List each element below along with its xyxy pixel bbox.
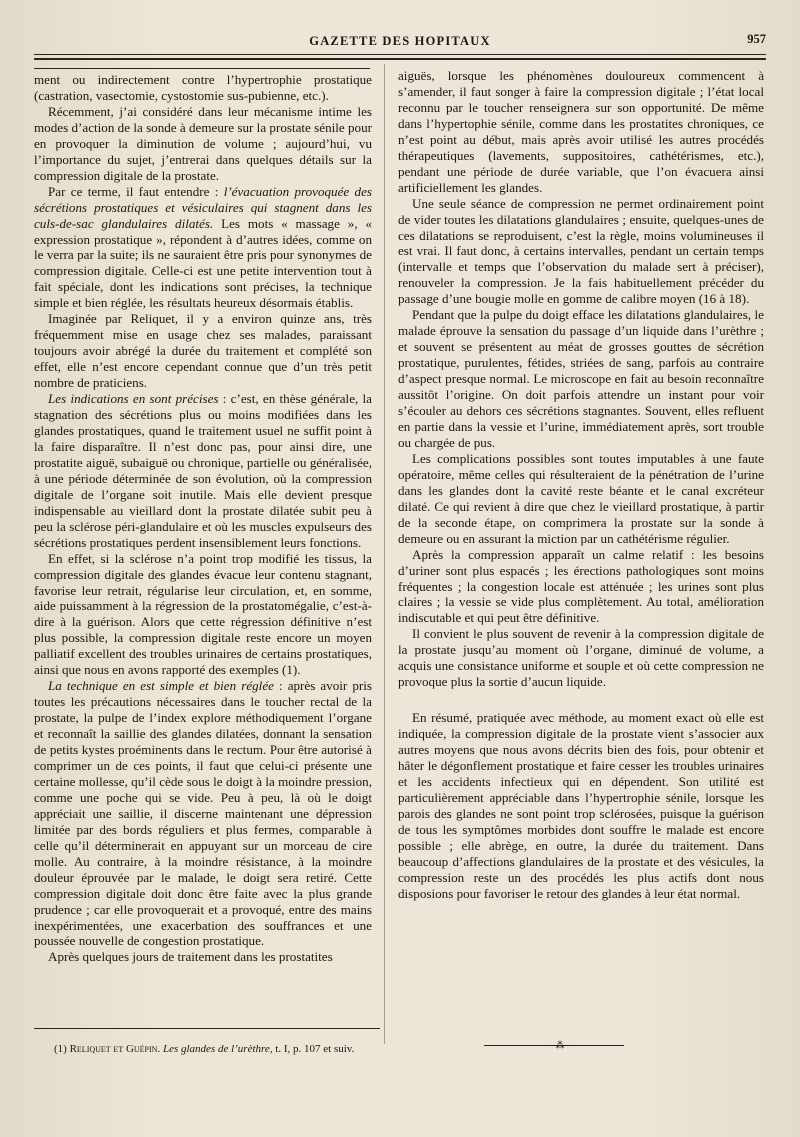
paragraph: Imaginée par Reliquet, il y a environ quinze ans, très fréquemment mise en usage chez ses malades, paraissant toujours avoir abrégé la durée du traitement et complété son effet, elle n’est encore cependant connue que d’un très petit nombre de praticiens. xyxy=(34,311,372,391)
page-number: 957 xyxy=(747,32,766,46)
column-start-rule xyxy=(34,68,370,69)
paragraph xyxy=(34,184,372,312)
paragraph: Pendant que la pulpe du doigt efface les dilatations glandulaires, le malade éprouve la sensation du passage d’un liquide dans l’urèthre ; et souvent se présentent au méat de grosses gouttes de sécrétion prostatique, purulentes, fétides, striées de sang, parfois au contraire d’aspect presque normal. Le microscope en fait au besoin reconnaître aussitôt l’origine. On doit parfois attendre un instant pour voir s’écouler au dehors ces sécrétions stagnantes. Souvent, elles refluent en partie dans la vessie et l’urine, immédiatement après, sort trouble ou chargée de pus. xyxy=(398,307,764,450)
right-column xyxy=(398,68,764,902)
paragraph: aiguës, lorsque les phénomènes douloureux commencent à s’amender, il faut songer à faire la compression digitale ; l’état local reconnu par le toucher renseignera sur son opportunité. De même dans l’hypertophie sénile, comme dans les prostatites chroniques, ce n’est point au début, mais après avoir utilisé les autres procédés thérapeutiques (lavements, suppositoires, cathétérismes, etc.), pendant une période de durée variable, que l’on évacuera ainsi artificiellement les glandes. xyxy=(398,68,764,195)
text-run: Les mots « massage », « expression prostatique », répondent à d’autres idées, comme on le verra par la suite; ils ne sauraient être pris pour synonymes de compression digitale. Celle-ci est une petite intervention tout à fait spéciale, dont les indications sont précises, la technique simple et bien réglée, les résultats heureux désormais établis. xyxy=(34,215,372,311)
section-gap xyxy=(398,690,764,710)
left-column xyxy=(34,72,372,965)
footnote-authors: Reliquet et Guépin. xyxy=(69,1043,161,1055)
paragraph: Récemment, j’ai considéré dans leur mécanisme intime les modes d’action de la sonde à demeure sur la prostate sénile pour en provoquer la diminution de volume ; aujourd’hui, vu l’importance du sujet, j’entrerai dans quelques détails sur la compression digitale de la prostate. xyxy=(34,103,372,183)
paragraph xyxy=(34,678,372,949)
paragraph: ment ou indirectement contre l’hypertrophie prostatique (castration, vasectomie, cystostomie sus-pubienne, etc.). xyxy=(34,72,372,103)
paragraph: Après quelques jours de traitement dans les prostatites xyxy=(48,949,333,965)
footnote-title: Les glandes de l’urèthre, xyxy=(160,1043,273,1055)
paragraph: En résumé, pratiquée avec méthode, au moment exact où elle est indiquée, la compression digitale de la prostate vient s’associer aux autres moyens que nous avons décrits bien des fois, pour obtenir et hâter le dégonflement prostatique et faire cesser les troubles urinaires et les accidents infectieux qui en dépendent. Son utilité est particulièrement appréciable dans l’hypertrophie sénile, lorsque les parois des glandes ne sont point trop sclérosées, puisque la guérison de tous les symptômes morbides dont souffre le malade est encore possible ; elle abrège, en outre, la durée du traitement. Dans beaucoup d’affections glandulaires de la prostate et des vésicules, la compression reste un des procédés les plus actifs dont nous disposions pour favoriser le retour des glandes à leur état normal. xyxy=(398,710,764,901)
header-rule-thick xyxy=(34,58,766,60)
paragraph: En effet, si la sclérose n’a point trop modifié les tissus, la compression digitale des glandes évacue leur contenu stagnant, favorise leur retrait, régularise leur circulation, et, en somme, aide puissamment à la régression de la prostatomégalie, c’est-à-dire à la guérison. Alors que cette régression définitive n’est plus possible, la compression digitale reste encore un moyen palliatif excellent des troubles urinaires de certains prostatiques, ainsi que nous en avons rapporté des exemples (1). xyxy=(34,550,372,678)
end-ornament: —⁂— xyxy=(546,1040,574,1050)
paragraph: Une seule séance de compression ne permet ordinairement point de vider toutes les dilatations glandulaires ; ensuite, quelques-unes de ces dilatations se reproduisent, c’est la règle, moins volumineuses il est vrai. Il faut donc, à certains intervalles, pendant un certain temps (intervalle et temps que l’observation du malade sert à préciser), renouveler la compression. Je la fais habituellement précéder du passage d’une bougie molle en gomme de calibre moyen (16 à 18). xyxy=(398,195,764,307)
page-header-title: GAZETTE DES HOPITAUX xyxy=(309,34,491,48)
footnote-number: (1) xyxy=(54,1043,70,1055)
header-rule-thin xyxy=(34,54,766,55)
paragraph: Il convient le plus souvent de revenir à la compression digitale de la prostate jusqu’au moment où l’organe, diminué de volume, a acquis une consistance uniforme et souple et où cette compression ne provoque plus la sortie d’aucun liquide. xyxy=(398,626,764,690)
paragraph: Les complications possibles sont toutes imputables à une faute opératoire, même celles qui résulteraient de la pénétration de l’urine dans les glandes dont la cavité reste béante et le canal excréteur dilaté. Ce qui revient à dire que chez le vieillard prostatique, à partir de la seconde étape, on comprimera la prostate sur la sonde à demeure ou en assurant la miction par un cathétérisme régulier. xyxy=(398,450,764,546)
footnote-rule xyxy=(34,1028,380,1029)
text-run: : après avoir pris toutes les précautions nécessaires dans le toucher rectal de la prostate, la pulpe de l’index explore méthodiquement l’organe et reconnaît la saillie des glandes dilatées, donnant la sensation de petits kystes proéminents dans le rectum. Pour être autorisé à comprimer un de ces points, il faut que celui-ci présente une certaine mollesse, qu’il cède sous le doigt à la moindre pression, comme une poche qui se vide. Peu à peu, là où le doigt appréciait une saillie, il discerne maintenant une dépression limitée par des bords réguliers et plus fermes, comparable à celle qu’il déterminerait en appuyant sur un morceau de cire molle. Au contraire, à la moindre résistance, à la moindre douleur éprouvée par le malade, le doigt sera retiré. Cette compression digitale doit donc être faite avec la plus grande prudence ; car elle provoquerait et a provoqué, entre des mains inexpérimentées, une exacerbation des souffrances et une poussée nouvelle de congestion prostatique. xyxy=(34,678,372,949)
text-run: : c’est, en thèse générale, la stagnation des sécrétions plus ou moins modifiées dans les glandes prostatiques, quand le traitement usuel ne suffit point à la faire disparaître. Il n’est donc pas, pour ainsi dire, une prostatite aiguë, subaiguë ou chronique, partielle ou généralisée, à une période déterminée de son évolution, où la compression digitale de l’organe soit inutile. Mais elle devient presque indispensable au vieillard dont la prostate dilatée subit peu à peu la sclérose péri-glandulaire et où les muscles expulseurs des sécrétions prostatiques perdent insensiblement leurs fonctions. xyxy=(34,391,372,550)
text-run: Par ce terme, il faut entendre : xyxy=(48,183,224,199)
footnote-reference: t. I, p. 107 et suiv. xyxy=(272,1043,355,1055)
italic-definition: l’évacuation provoquée des sécrétions prostatiques et vésiculaires qui stagnent dans les culs-de-sac glandulaires dilatés. xyxy=(34,183,372,231)
column-divider xyxy=(384,64,385,1044)
italic-subheading: La technique en est simple et bien réglée xyxy=(48,678,274,694)
paragraph: Après la compression apparaît un calme relatif : les besoins d’uriner sont plus espacés ; les érections pathologiques sont moins fréquentes ; la congestion locale est atténuée ; les urines sont plus claires ; la vessie se vide plus complètement. Au total, amélioration indiscutable et qui peut être définitive. xyxy=(398,546,764,626)
paragraph xyxy=(34,391,372,551)
italic-subheading: Les indications en sont précises xyxy=(48,391,219,407)
footnote xyxy=(54,1042,384,1056)
